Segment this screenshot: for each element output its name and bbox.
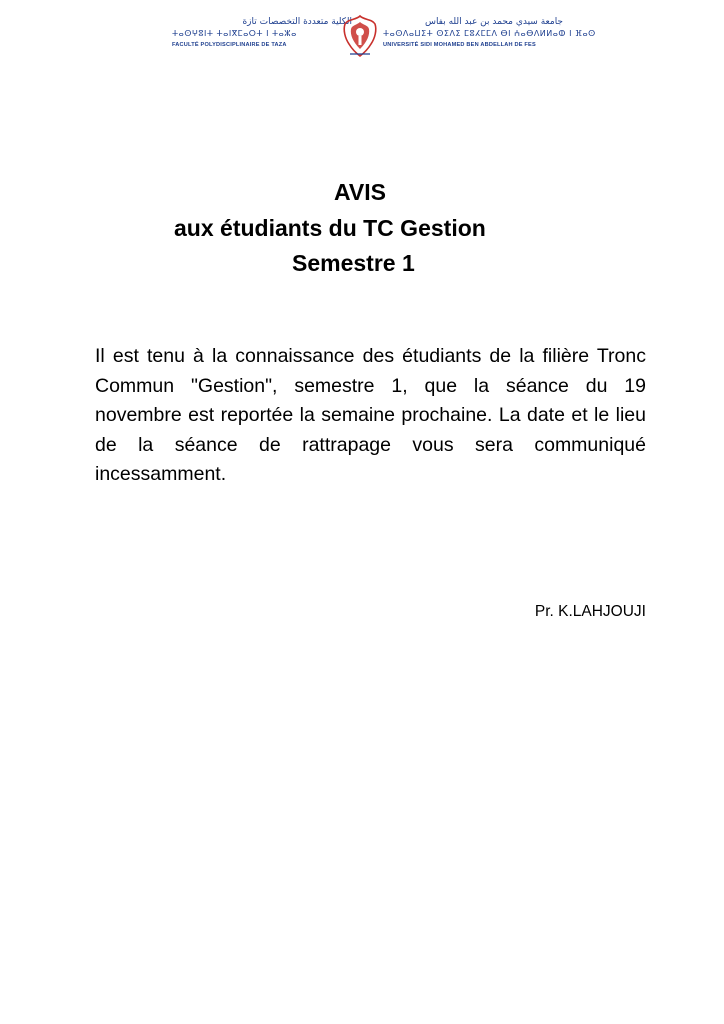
- notice-title: AVIS: [334, 179, 386, 205]
- faculty-name-arabic: الكلية متعددة التخصصات تازة: [242, 17, 352, 27]
- notice-body: Il est tenu à la connaissance des étudiants de la filière Tronc Commun "Gestion", semestre 1, que la séance du 19 novembre est reportée la semaine prochaine. La date et le lieu de la séance de rattrapage vous sera communiqué incessamment.: [95, 345, 646, 485]
- notice-audience: aux étudiants du TC Gestion: [174, 215, 486, 241]
- faculty-name-tifinagh: ⵜⴰⵙⵖⵓⵏⵜ ⵜⴰⵏⴳⵎⴰⵔⵜ ⵏ ⵜⴰⵣⴰ: [172, 29, 297, 38]
- notice-semester: Semestre 1: [292, 250, 415, 276]
- university-name-tifinagh: ⵜⴰⵙⴷⴰⵡⵉⵜ ⵙⵉⴷⵉ ⵎⵓⵃⵎⵎⴷ ⴱⵏ ⵄⴰⴱⴷⵍⵍⴰⵀ ⵏ ⴼⴰⵙ: [383, 29, 596, 38]
- faculty-name-french: FACULTÉ POLYDISCIPLINAIRE DE TAZA: [172, 42, 287, 48]
- university-name-french: UNIVERSITÉ SIDI MOHAMED BEN ABDELLAH DE FES: [383, 42, 536, 48]
- university-header: [383, 16, 596, 50]
- university-name-arabic: جامعة سيدي محمد بن عبد الله بفاس: [424, 17, 563, 27]
- letterhead: [0, 14, 724, 60]
- faculty-header: [172, 16, 352, 50]
- university-emblem-icon: [342, 14, 378, 58]
- signature: Pr. K.LAHJOUJI: [534, 603, 646, 620]
